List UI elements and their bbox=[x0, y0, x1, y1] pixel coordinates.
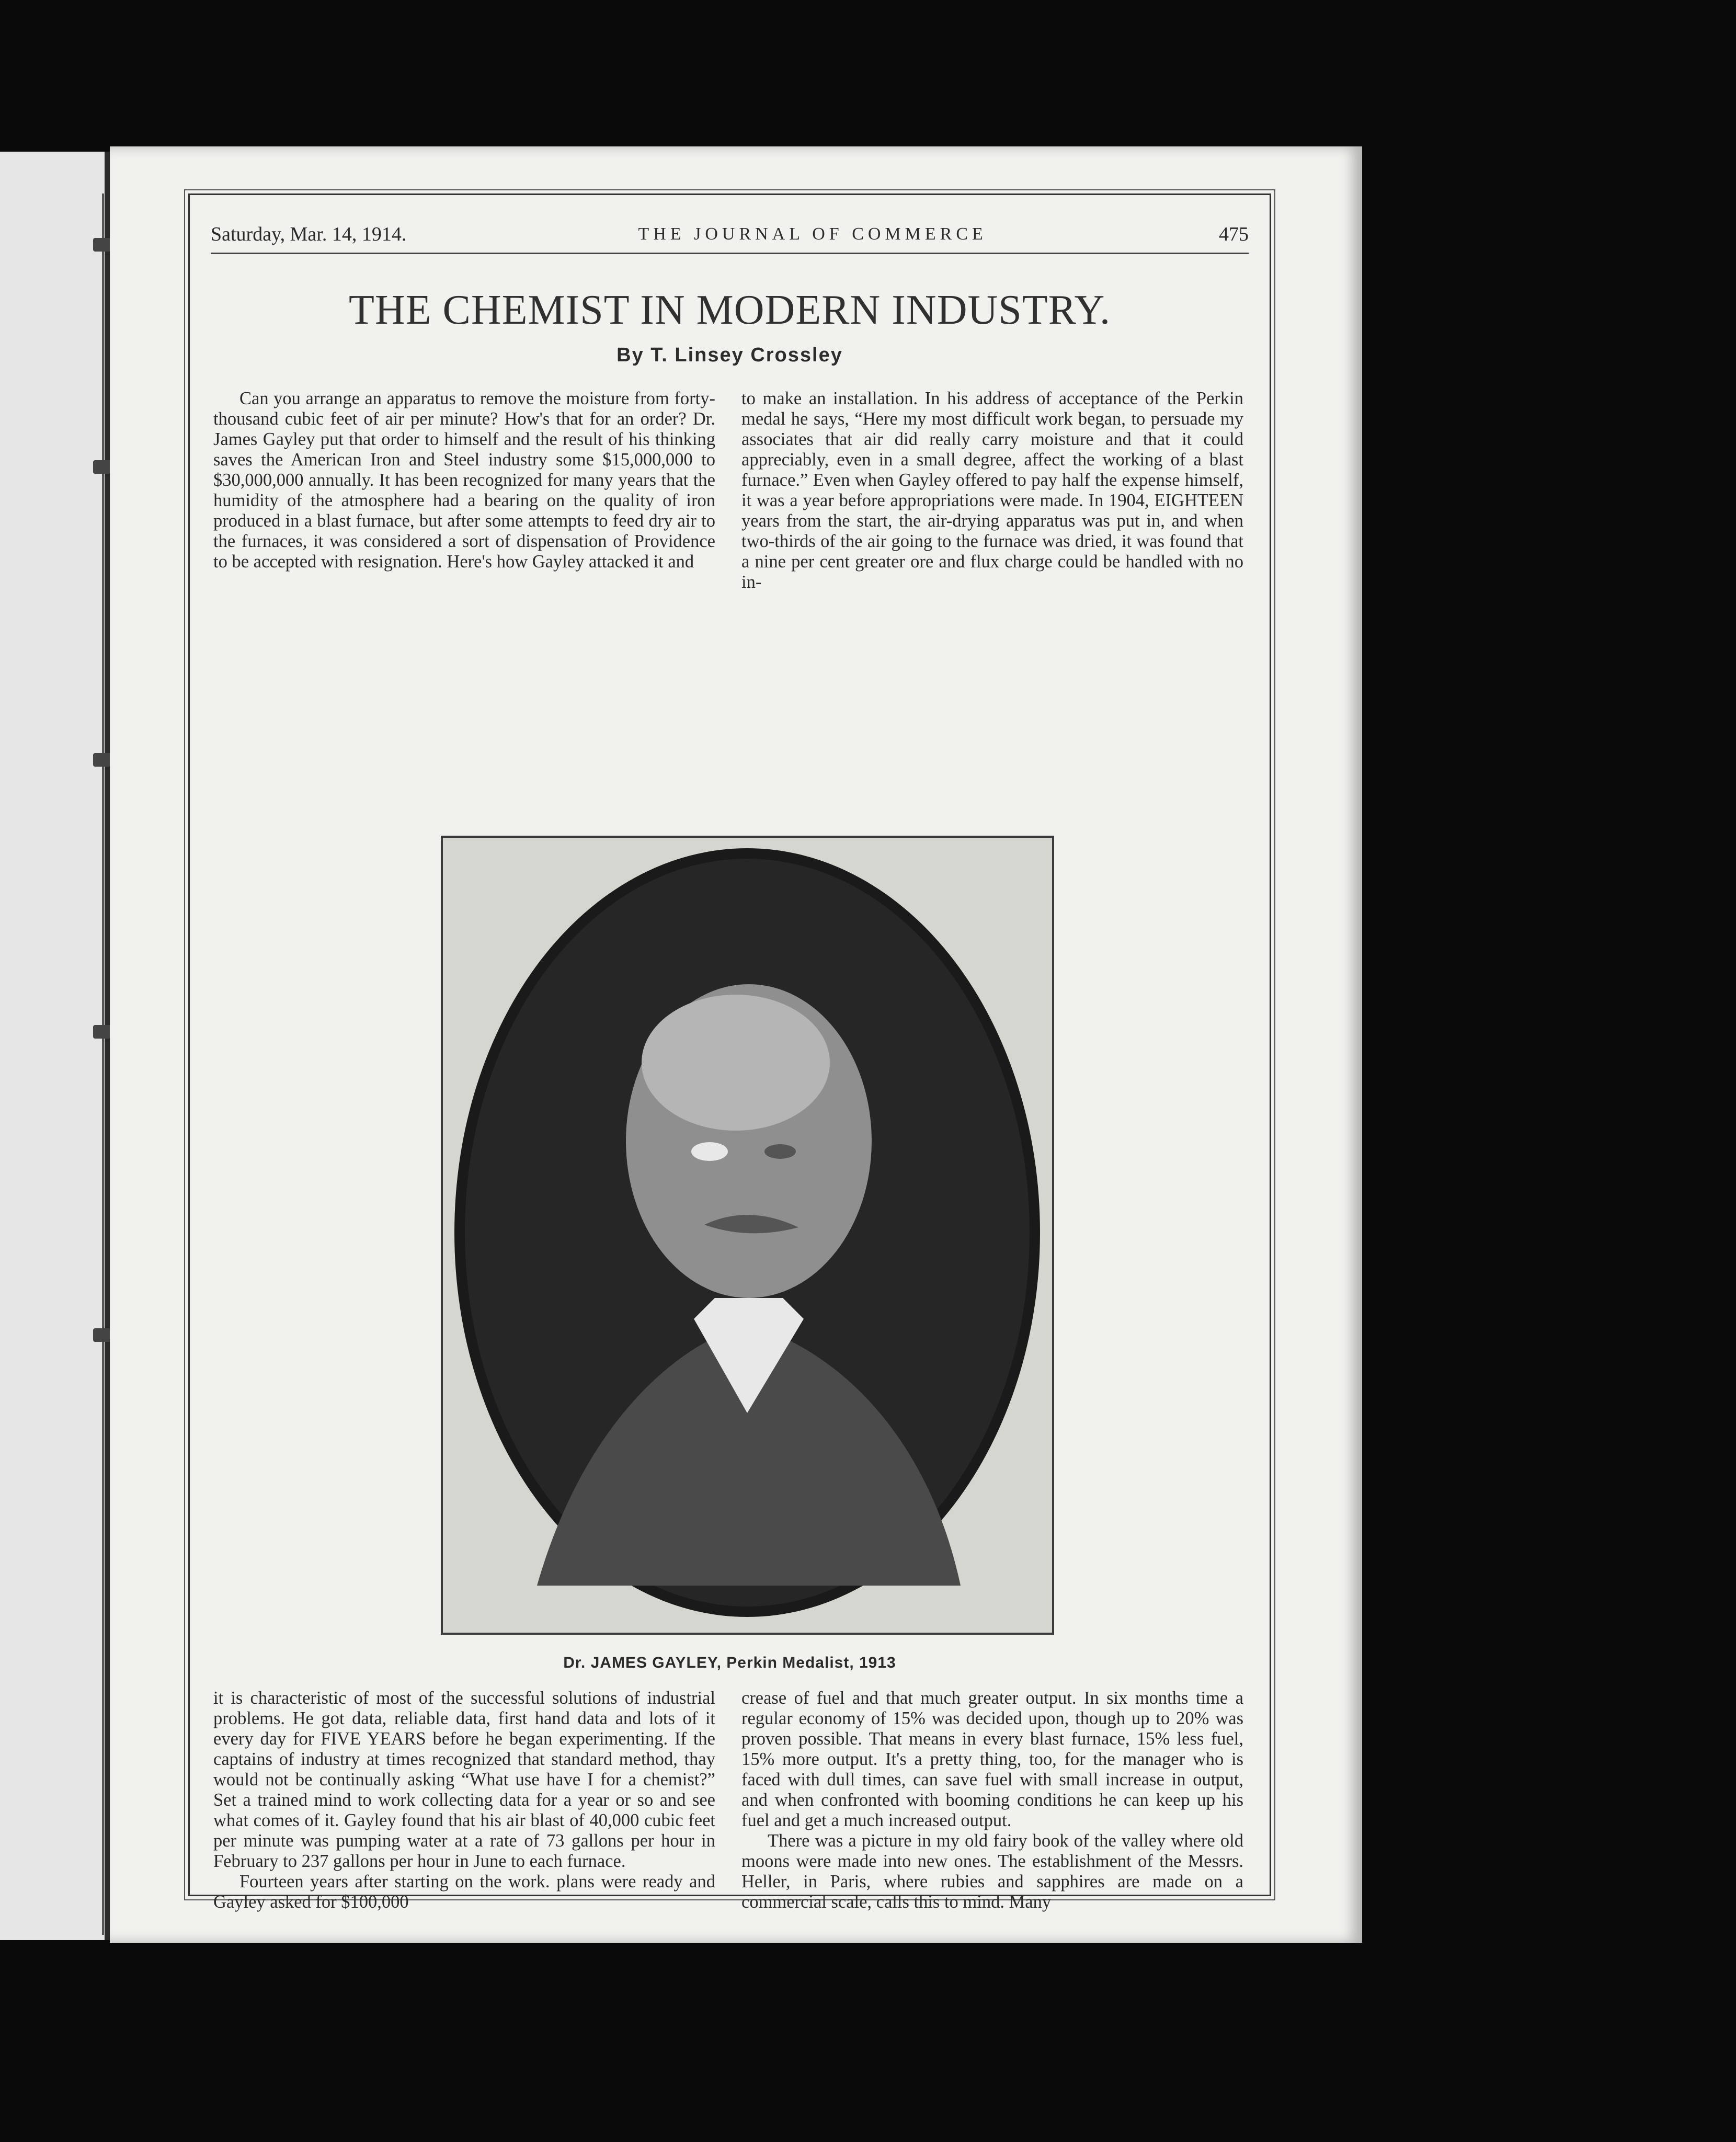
portrait-photo bbox=[441, 836, 1054, 1635]
page-border bbox=[188, 193, 1271, 1912]
column-right-top bbox=[741, 389, 1243, 593]
photo-caption: Dr. JAMES GAYLEY, Perkin Medalist, 1913 bbox=[563, 1654, 896, 1671]
article-title: THE CHEMIST IN MODERN INDUSTRY. bbox=[348, 287, 1111, 333]
page-header bbox=[211, 216, 1249, 254]
paragraph: to make an installation. In his address of acceptance of the Perkin medal he says, “Here my most difficult work began, to persuade my associates that air did really carry moisture and that it could appreciably, even in a small degree, affect the working of a blast furnace.” Even when Gayley offered to pay half the expense himself, it was a year before appropriations were made. In 1904, EIGHTEEN years from the start, the air-drying apparatus was put in, and when two-thirds of the air going to the furnace was dried, it was found that a nine per cent greater ore and flux charge could be handled with no in- bbox=[741, 389, 1243, 592]
column-right-bottom bbox=[741, 1688, 1243, 1912]
page-gutter-rule bbox=[102, 193, 104, 1935]
paragraph: it is characteristic of most of the successful solutions of industrial problems. He got data, reliable data, first hand data and lots of it every day for FIVE YEARS before he began experimenting. If the captains of industry at times recognized that standard method, thay would not be continually asking “What use have I for a chemist?” Set a trained mind to work collecting data for a year or so and see what comes of it. Gayley found that his air blast of 40,000 cubic feet per minute was pumping water at a rate of 73 gallons per hour in February to 237 gallons per hour in June to each furnace. bbox=[213, 1688, 715, 1871]
adjacent-page-edge bbox=[0, 152, 110, 1940]
paragraph: Fourteen years after starting on the work. plans were ready and Gayley asked for $100,000 bbox=[213, 1872, 715, 1912]
portrait-image bbox=[443, 838, 1052, 1633]
page-number: 475 bbox=[1218, 223, 1249, 245]
journal-name: THE JOURNAL OF COMMERCE bbox=[638, 224, 987, 244]
article-byline: By T. Linsey Crossley bbox=[616, 344, 843, 366]
paragraph: There was a picture in my old fairy book of the valley where old moons were made into new ones. The establishment of the Messrs. Heller, in Paris, where rubies and sapphires are made on a commercial scale, calls this to mind. Many bbox=[741, 1831, 1243, 1912]
column-left-top bbox=[213, 389, 715, 572]
issue-date: Saturday, Mar. 14, 1914. bbox=[211, 223, 407, 245]
paragraph: crease of fuel and that much greater output. In six months time a regular economy of 15% was decided upon, though up to 20% was proven possible. That means in every blast furnace, 15% less fuel, 15% more output. It's a pretty thing, too, for the manager who is faced with dull times, can save fuel with small increase in output, and when confronted with booming conditions he can keep up his fuel and get a much increased output. bbox=[741, 1688, 1243, 1830]
column-left-bottom bbox=[213, 1688, 715, 1912]
paragraph: Can you arrange an apparatus to remove the moisture from forty-thousand cubic feet of air per minute? How's that for an order? Dr. James Gayley put that order to himself and the result of his thinking saves the American Iron and Steel industry some $15,000,000 to $30,000,000 annually. It has been recognized for many years that the humidity of the atmosphere had a bearing on the quality of iron produced in a blast furnace, but after some attempts to feed dry air to the furnaces, it was considered a sort of dispensation of Providence to be accepted with resignation. Here's how Gayley attacked it and bbox=[213, 389, 715, 572]
journal-page bbox=[110, 146, 1362, 1943]
